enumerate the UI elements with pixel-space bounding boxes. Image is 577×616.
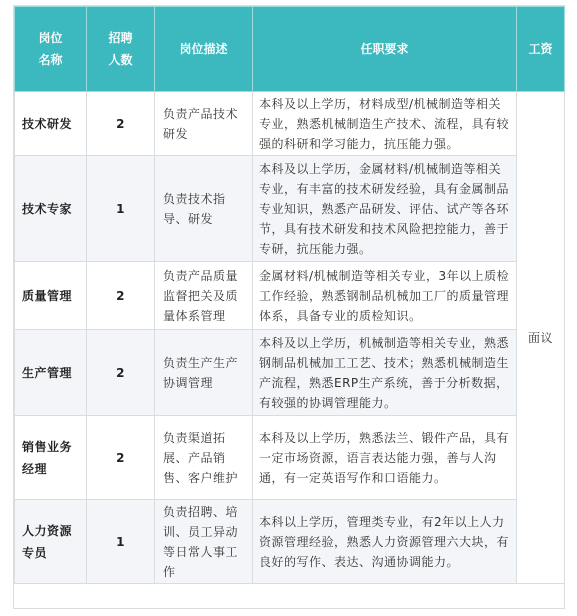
header-position: 岗位 名称 (15, 7, 87, 92)
salary-cell: 面议 (517, 92, 565, 584)
position-cell: 生产管理 (15, 330, 87, 416)
position-cell: 技术专家 (15, 156, 87, 262)
count-cell: 2 (87, 262, 155, 330)
requirements-cell: 本科及以上学历，材料成型/机械制造等相关专业，熟悉机械制造生产技术、流程，具有较强的科研和学习能力，抗压能力强。 (253, 92, 517, 156)
position-cell: 技术研发 (15, 92, 87, 156)
table-row (15, 156, 565, 262)
requirements-cell: 金属材料/机械制造等相关专业，3年以上质检工作经验，熟悉钢制品机械加工厂的质量管理体系，具备专业的质检知识。 (253, 262, 517, 330)
header-row (15, 7, 565, 92)
description-cell: 负责招聘、培训、员工异动等日常人事工作 (155, 500, 253, 584)
table-row (15, 262, 565, 330)
header-description: 岗位描述 (155, 7, 253, 92)
description-cell: 负责渠道拓展、产品销售、客户维护 (155, 416, 253, 500)
requirements-cell: 本科及以上学历，金属材料/机械制造等相关专业，有丰富的技术研发经验，具有金属制品专业知识，熟悉产品研发、评估、试产等各环节，具有技术研发和技术风险把控能力，善于专研，抗压能力强。 (253, 156, 517, 262)
table-row (15, 330, 565, 416)
description-cell: 负责产品质量监督把关及质量体系管理 (155, 262, 253, 330)
table-row (15, 416, 565, 500)
count-cell: 2 (87, 92, 155, 156)
position-cell: 质量管理 (15, 262, 87, 330)
count-cell: 1 (87, 156, 155, 262)
description-cell: 负责技术指导、研发 (155, 156, 253, 262)
header-count: 招聘 人数 (87, 7, 155, 92)
requirements-cell: 本科以上学历，管理类专业，有2年以上人力资源管理经验，熟悉人力资源管理六大块，有良好的写作、表达、沟通协调能力。 (253, 500, 517, 584)
count-cell: 2 (87, 330, 155, 416)
table-row (15, 500, 565, 584)
description-cell: 负责产品技术研发 (155, 92, 253, 156)
description-cell: 负责生产生产协调管理 (155, 330, 253, 416)
position-cell: 销售业务经理 (15, 416, 87, 500)
position-cell: 人力资源专员 (15, 500, 87, 584)
requirements-cell: 本科及以上学历，机械制造等相关专业，熟悉钢制品机械加工工艺、技术；熟悉机械制造生产流程，熟悉ERP生产系统，善于分析数据，有较强的协调管理能力。 (253, 330, 517, 416)
count-cell: 2 (87, 416, 155, 500)
header-requirements: 任职要求 (253, 7, 517, 92)
requirements-cell: 本科及以上学历，熟悉法兰、锻件产品，具有一定市场资源，语言表达能力强，善与人沟通，有一定英语写作和口语能力。 (253, 416, 517, 500)
count-cell: 1 (87, 500, 155, 584)
table-row (15, 92, 565, 156)
recruitment-table (14, 6, 565, 584)
header-salary: 工资 (517, 7, 565, 92)
